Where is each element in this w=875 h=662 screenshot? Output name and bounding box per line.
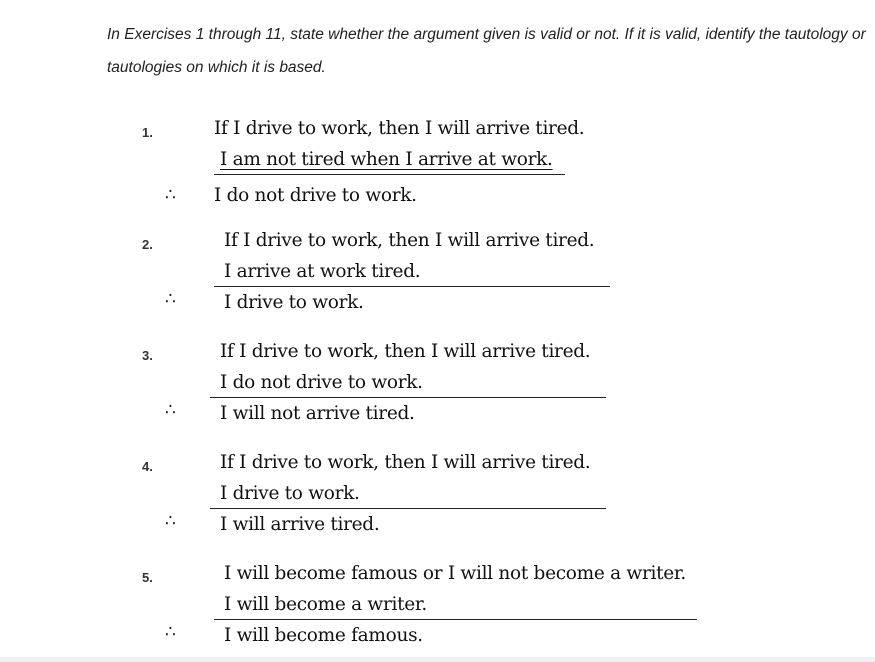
conclusion: I will become famous. xyxy=(224,625,423,646)
premise-1: If I drive to work, then I will arrive tired. xyxy=(220,452,591,473)
premise-1: I will become famous or I will not become a writer. xyxy=(224,563,686,584)
exercise-2 xyxy=(0,229,875,329)
exercise-number: 1. xyxy=(142,125,153,140)
argument-rule xyxy=(210,508,606,509)
therefore-symbol: ∴ xyxy=(165,289,176,309)
premise-1: If I drive to work, then I will arrive tired. xyxy=(214,118,585,139)
conclusion: I will arrive tired. xyxy=(220,514,380,535)
premise-1: If I drive to work, then I will arrive tired. xyxy=(220,341,591,362)
premise-2: I am not tired when I arrive at work. xyxy=(220,149,553,170)
argument-rule xyxy=(214,619,697,620)
exercise-1 xyxy=(0,117,875,217)
exercise-number: 2. xyxy=(142,237,153,252)
therefore-symbol: ∴ xyxy=(165,185,176,205)
therefore-symbol: ∴ xyxy=(165,622,176,642)
conclusion: I will not arrive tired. xyxy=(220,403,415,424)
exercise-number: 4. xyxy=(142,459,153,474)
argument-rule xyxy=(210,397,606,398)
page-bottom-band xyxy=(0,657,875,662)
therefore-symbol: ∴ xyxy=(165,511,176,531)
argument-rule xyxy=(214,174,565,175)
premise-1: If I drive to work, then I will arrive tired. xyxy=(224,230,595,251)
exercise-4 xyxy=(0,451,875,551)
conclusion: I do not drive to work. xyxy=(214,185,417,206)
exercise-number: 3. xyxy=(142,348,153,363)
instructions-text: In Exercises 1 through 11, state whether the argument given is valid or not. If it is valid, identify the tautology or tautologies on which it is based. xyxy=(107,26,866,76)
exercise-number: 5. xyxy=(142,570,153,585)
premise-2: I arrive at work tired. xyxy=(224,261,421,282)
premise-2: I will become a writer. xyxy=(224,594,427,615)
premise-2: I do not drive to work. xyxy=(220,372,423,393)
exercise-3 xyxy=(0,340,875,440)
exercise-5 xyxy=(0,562,875,662)
argument-rule xyxy=(214,286,610,287)
therefore-symbol: ∴ xyxy=(165,400,176,420)
conclusion: I drive to work. xyxy=(224,292,364,313)
premise-2: I drive to work. xyxy=(220,483,360,504)
